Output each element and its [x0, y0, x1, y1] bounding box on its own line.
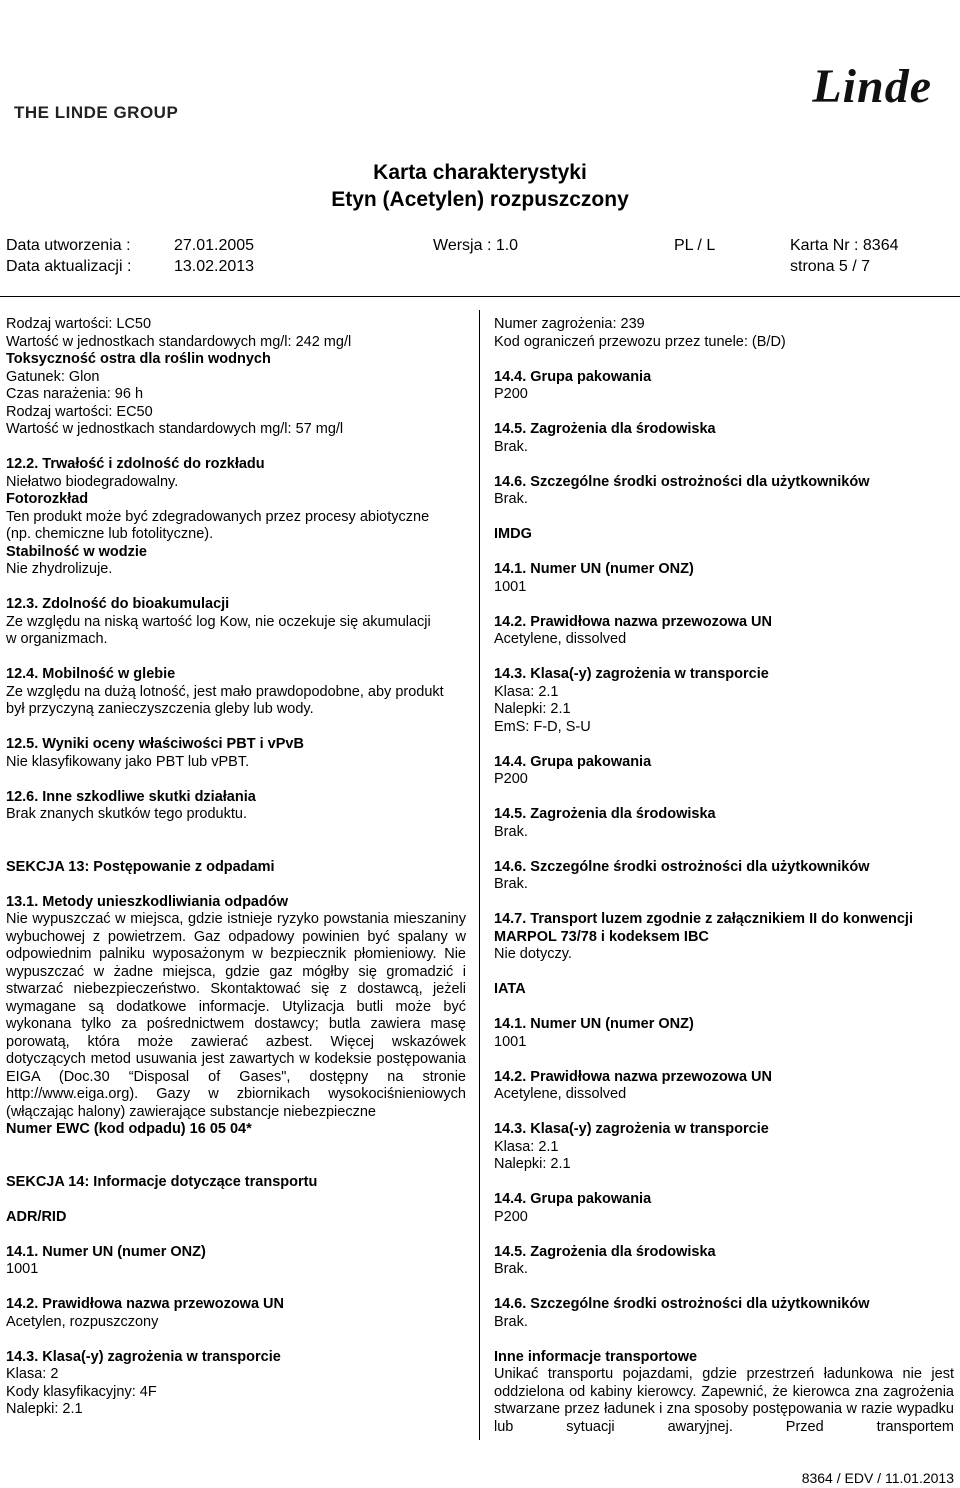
text-line: Nie klasyfikowany jako PBT lub vPBT. [6, 753, 250, 770]
section-heading-14-3: 14.3. Klasa(-y) zagrożenia w transporcie [494, 666, 769, 682]
text-line: Rodzaj wartości: LC50 [6, 316, 152, 332]
linde-logo: Linde [812, 60, 932, 113]
text-line: Wartość w jednostkach standardowych mg/l: 242 mg/l [6, 333, 352, 350]
text-line: Klasa: 2.1 [494, 1138, 559, 1155]
transport-paragraph: Unikać transportu pojazdami, gdzie przestrzeń ładunkowa nie jest oddzielona od kabiny kierowcy. Zapewnić, że kierowca zna zagrożenia stwarzane przez ładunek i zna sposoby postępowania w razie wypadku lub sytuacji awaryjnej. Przed transportem [494, 1366, 954, 1435]
text-line: Ze względu na dużą lotność, jest mało prawdopodobne, aby produkt [6, 683, 444, 700]
text-line: w organizmach. [6, 631, 108, 647]
text-line: Brak. [494, 491, 528, 507]
text-line: P200 [494, 771, 528, 787]
text-line: Ze względu na niską wartość log Kow, nie oczekuje się akumulacji [6, 613, 431, 630]
text-line: Rodzaj wartości: EC50 [6, 403, 153, 420]
page-number: strona 5 / 7 [790, 258, 871, 275]
linde-group-logo: THE LINDE GROUP [14, 103, 179, 122]
text-line: Acetylen, rozpuszczony [6, 1313, 159, 1330]
text-line: Gatunek: Glon [6, 368, 100, 385]
text-line: Ten produkt może być zdegradowanych przez procesy abiotyczne [6, 508, 430, 525]
text-line: Nalepki: 2.1 [6, 1401, 83, 1417]
section-heading-12-5: 12.5. Wyniki oceny właściwości PBT i vPvB [6, 736, 304, 752]
section-heading-14-5: 14.5. Zagrożenia dla środowiska [494, 1243, 716, 1260]
section-heading-14-2: 14.2. Prawidłowa nazwa przewozowa UN [494, 1068, 772, 1085]
section-heading-14-4: 14.4. Grupa pakowania [494, 753, 652, 770]
iata-heading: IATA [494, 981, 526, 997]
header-divider [0, 296, 960, 297]
left-column [6, 316, 466, 1419]
text-line: Wartość w jednostkach standardowych mg/l: 57 mg/l [6, 421, 344, 437]
section-heading-14-1: 14.1. Numer UN (numer ONZ) [6, 1243, 206, 1260]
card-number: Karta Nr : 8364 [790, 237, 899, 254]
text-line: 1001 [6, 1261, 39, 1277]
section-heading-14-1: 14.1. Numer UN (numer ONZ) [494, 561, 694, 577]
section-heading-14-7-cont: MARPOL 73/78 i kodeksem IBC [494, 928, 709, 945]
right-column [494, 316, 954, 1436]
text-line: Czas narażenia: 96 h [6, 386, 144, 402]
document-title: Karta charakterystyki [373, 161, 587, 184]
column-divider [479, 310, 480, 1440]
section-heading-14-1: 14.1. Numer UN (numer ONZ) [494, 1016, 694, 1032]
section-heading-14-2: 14.2. Prawidłowa nazwa przewozowa UN [494, 613, 772, 630]
language-code: PL / L [674, 237, 716, 254]
text-line: Nalepki: 2.1 [494, 1156, 571, 1172]
section-heading-14-3: 14.3. Klasa(-y) zagrożenia w transporcie [494, 1121, 769, 1137]
text-line: Numer zagrożenia: 239 [494, 316, 645, 332]
created-value: 27.01.2005 [174, 237, 255, 254]
text-line: P200 [494, 1208, 528, 1225]
text-line: Nie dotyczy. [494, 946, 572, 962]
version: Wersja : 1.0 [433, 237, 519, 254]
ewc-code: Numer EWC (kod odpadu) 16 05 04* [6, 1121, 252, 1137]
section-heading-13-1: 13.1. Metody unieszkodliwiania odpadów [6, 893, 288, 910]
text-line: 1001 [494, 1033, 527, 1050]
section-heading-12-2: 12.2. Trwałość i zdolność do rozkładu [6, 456, 265, 472]
text-line: P200 [494, 386, 528, 402]
text-line: Kod ograniczeń przewozu przez tunele: (B/D) [494, 333, 786, 350]
imdg-heading: IMDG [494, 526, 532, 542]
section-heading-12-4: 12.4. Mobilność w glebie [6, 666, 176, 682]
text-line: Nie zhydrolizuje. [6, 561, 113, 577]
subheading: Toksyczność ostra dla roślin wodnych [6, 351, 271, 367]
section-14-heading: SEKCJA 14: Informacje dotyczące transportu [6, 1173, 318, 1190]
section-heading-14-4: 14.4. Grupa pakowania [494, 1191, 652, 1207]
section-heading-14-2: 14.2. Prawidłowa nazwa przewozowa UN [6, 1296, 284, 1312]
section-heading-14-6: 14.6. Szczególne środki ostrożności dla użytkowników [494, 1296, 870, 1312]
product-name: Etyn (Acetylen) rozpuszczony [331, 188, 629, 211]
text-line: Brak znanych skutków tego produktu. [6, 806, 247, 822]
section-heading-14-3: 14.3. Klasa(-y) zagrożenia w transporcie [6, 1348, 281, 1365]
text-line: Nalepki: 2.1 [494, 701, 571, 717]
other-transport-info-heading: Inne informacje transportowe [494, 1348, 698, 1365]
section-heading-12-3: 12.3. Zdolność do bioakumulacji [6, 596, 230, 612]
adr-rid-heading: ADR/RID [6, 1208, 67, 1225]
text-line: Klasa: 2.1 [494, 683, 559, 700]
section-heading-14-6: 14.6. Szczególne środki ostrożności dla użytkowników [494, 473, 870, 490]
text-line: był przyczyną zanieczyszczenia gleby lub wody. [6, 701, 314, 717]
text-line: Acetylene, dissolved [494, 1086, 627, 1102]
text-line: EmS: F-D, S-U [494, 718, 591, 735]
text-line: Brak. [494, 823, 528, 840]
text-line: Niełatwo biodegradowalny. [6, 473, 179, 490]
text-line: (np. chemiczne lub fotolityczne). [6, 526, 214, 542]
text-line: Brak. [494, 1261, 528, 1277]
section-heading-12-6: 12.6. Inne szkodliwe skutki działania [6, 788, 256, 805]
section-13-heading: SEKCJA 13: Postępowanie z odpadami [6, 858, 275, 875]
section-heading-14-5: 14.5. Zagrożenia dla środowiska [494, 806, 716, 822]
section-heading-14-5: 14.5. Zagrożenia dla środowiska [494, 421, 716, 437]
section-heading-14-6: 14.6. Szczególne środki ostrożności dla użytkowników [494, 858, 870, 875]
subheading: Fotorozkład [6, 491, 89, 507]
created-label: Data utworzenia : [6, 237, 131, 254]
section-heading-14-4: 14.4. Grupa pakowania [494, 368, 652, 385]
text-line: Brak. [494, 438, 528, 455]
text-line: 1001 [494, 578, 527, 595]
footer-code: 8364 / EDV / 11.01.2013 [801, 1470, 954, 1486]
section-heading-14-7: 14.7. Transport luzem zgodnie z załącznikiem II do konwencji [494, 911, 913, 927]
text-line: Klasa: 2 [6, 1366, 59, 1382]
updated-value: 13.02.2013 [174, 258, 255, 275]
text-line: Brak. [494, 876, 528, 892]
text-line: Brak. [494, 1313, 528, 1330]
subheading: Stabilność w wodzie [6, 543, 147, 560]
disposal-paragraph: Nie wypuszczać w miejsca, gdzie istnieje ryzyko powstania mieszaniny wybuchowej z powietrzem. Gaz odpadowy powinien być spalany w odpowiednim palniku wyposażonym w bezpiecznik płomieniowy. Nie wypuszczać w żadne miejsca, gdzie gaz mógłby się gromadzić i stwarzać niebezpieczeństwo. Skontaktować się z dostawcą, jeżeli wymagane są dodatkowe informacje. Utylizacja butli może być wykonana tylko za pośrednictwem dostawcy; butla zawiera masę porowatą, która może zawierać azbest. Więcej wskazówek dotyczących metod usuwania jest zawartych w kodeksie postępowania EIGA (Doc.30 “Disposal of Gases", dostępny na stronie http://www.eiga.org). Gazy w zbiornikach wysokociśnieniowych (włączając halony) zawierające substancje niebezpieczne [6, 911, 466, 1120]
text-line: Acetylene, dissolved [494, 631, 627, 647]
text-line: Kody klasyfikacyjny: 4F [6, 1383, 157, 1400]
updated-label: Data aktualizacji : [6, 258, 132, 275]
